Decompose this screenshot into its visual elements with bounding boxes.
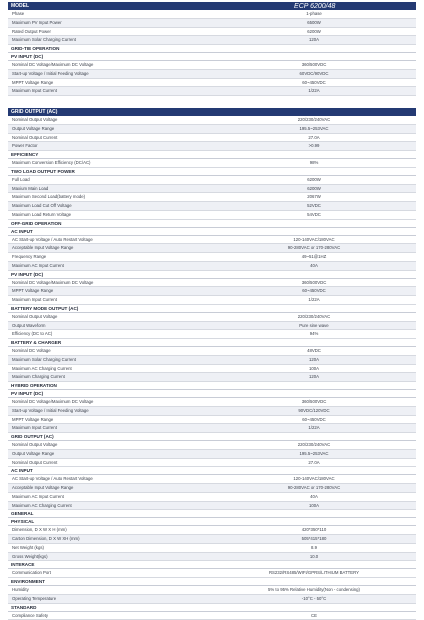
spec-value: -10°C - 50°C <box>212 595 416 603</box>
spec-key: Nominal Output Current <box>8 134 212 142</box>
spec-value: >0.99 <box>212 142 416 150</box>
section-heading: AC INPUT <box>8 228 416 236</box>
section-gap <box>8 96 416 108</box>
section-heading: GRID OUTPUT (AC) <box>8 433 416 441</box>
spec-key: Maximum Solar Charging Current <box>8 356 212 364</box>
spec-key: AC Start-up Voltage / Auto Restart Voltage <box>8 475 212 483</box>
spec-key: Start-up Voltage / Initial Feeding Voltage <box>8 70 212 78</box>
spec-key: Maximum AC Charging Current <box>8 502 212 510</box>
spec-row <box>8 279 416 288</box>
spec-row <box>8 202 416 211</box>
spec-key: Maximum Input Current <box>8 87 212 95</box>
spec-value: 52VDC <box>212 202 416 210</box>
section-heading: GRID-TIE OPERATION <box>8 45 416 53</box>
spec-row <box>8 595 416 604</box>
spec-value: 94% <box>212 330 416 338</box>
spec-value: 8.9 <box>212 544 416 552</box>
spec-key: Nominal DC Voltage <box>8 347 212 355</box>
spec-value: 60VDC/90VDC <box>212 70 416 78</box>
spec-row <box>8 159 416 168</box>
spec-key: Maximum Load Return Voltage <box>8 211 212 219</box>
spec-key: Maximum Load Cut Off Voltage <box>8 202 212 210</box>
spec-value: 6200W <box>212 28 416 36</box>
spec-key: Nominal DC Voltage/Maximum DC Voltage <box>8 61 212 69</box>
spec-value: 120-140VAC/180VAC <box>212 475 416 483</box>
spec-value: 195.5~253VAC <box>212 125 416 133</box>
spec-row <box>8 586 416 595</box>
spec-key: Nominal Output Current <box>8 459 212 467</box>
spec-key: Output Voltage Range <box>8 450 212 458</box>
spec-value: 27.0A <box>212 134 416 142</box>
spec-row <box>8 356 416 365</box>
spec-key: MPPT Voltage Range <box>8 79 212 87</box>
section-heading: PHYSICAL <box>8 518 416 526</box>
spec-row <box>8 19 416 28</box>
spec-key: Power Factor <box>8 142 212 150</box>
spec-key: Nominal DC Voltage/Maximum DC Voltage <box>8 279 212 287</box>
spec-row <box>8 535 416 544</box>
spec-row <box>8 450 416 459</box>
spec-row <box>8 262 416 271</box>
spec-row <box>8 407 416 416</box>
spec-value: 60~450VDC <box>212 79 416 87</box>
section-heading: INTERACE <box>8 561 416 569</box>
spec-row <box>8 365 416 374</box>
spec-sheet <box>8 2 416 620</box>
model-name: ECP 6200/48 <box>214 3 417 10</box>
spec-value: Pure sine wave <box>212 322 416 330</box>
spec-value: 360/500VDC <box>212 398 416 406</box>
spec-key: Operating Temperature <box>8 595 212 603</box>
spec-key: Maximum AC Input Current <box>8 493 212 501</box>
spec-value: 1/22A <box>212 424 416 432</box>
spec-value: 48VDC <box>212 347 416 355</box>
spec-value: 27.0A <box>212 459 416 467</box>
spec-value: 120-140VAC/180VAC <box>212 236 416 244</box>
spec-value: 505*415*180 <box>212 535 416 543</box>
spec-value: 1/22A <box>212 296 416 304</box>
spec-key: Output Voltage Range <box>8 125 212 133</box>
spec-value: 195.5~253VAC <box>212 450 416 458</box>
spec-value: 54VDC <box>212 211 416 219</box>
spec-key: Maximum AC Charging Current <box>8 365 212 373</box>
spec-value: 60~450VDC <box>212 287 416 295</box>
spec-key: MPPT Voltage Range <box>8 287 212 295</box>
spec-value: 220/230/240VAC <box>212 116 416 124</box>
section-heading: OFF-GRID OPERATION <box>8 220 416 228</box>
spec-key: Maximum Input Current <box>8 424 212 432</box>
spec-value: 6500W <box>212 19 416 27</box>
spec-value: 5% to 95% Relative Humidity(Non - condensing) <box>212 586 416 594</box>
spec-value: 10.0 <box>212 553 416 561</box>
spec-row <box>8 253 416 262</box>
spec-row <box>8 28 416 37</box>
model-label: MODEL <box>8 3 214 9</box>
spec-row <box>8 544 416 553</box>
spec-row <box>8 416 416 425</box>
spec-row <box>8 287 416 296</box>
spec-value: 90VDC/120VDC <box>212 407 416 415</box>
section-heading: AC INPUT <box>8 467 416 475</box>
spec-row <box>8 193 416 202</box>
section-heading <box>8 108 416 116</box>
spec-key: Efficiency (DC to AC) <box>8 330 212 338</box>
spec-key: Carton Dimension, D X W XH (mm) <box>8 535 212 543</box>
spec-value: 100A <box>212 365 416 373</box>
section-heading: STANDARD <box>8 604 416 612</box>
spec-key: Net Weight (kgs) <box>8 544 212 552</box>
spec-key: Maximum PV Input Power <box>8 19 212 27</box>
spec-row <box>8 424 416 433</box>
spec-key: Acceptable Input Voltage Range <box>8 484 212 492</box>
spec-key: Nominal Output Voltage <box>8 116 212 124</box>
spec-key: Frequency Range <box>8 253 212 261</box>
spec-key: Nominal Output Voltage <box>8 441 212 449</box>
spec-key: Nominal DC Voltage/Maximum DC Voltage <box>8 398 212 406</box>
spec-row <box>8 236 416 245</box>
section-heading-label: GRID OUTPUT (AC) <box>8 109 215 115</box>
spec-row <box>8 176 416 185</box>
spec-table <box>8 10 416 620</box>
spec-value: 100A <box>212 502 416 510</box>
spec-value: 60~450VDC <box>212 416 416 424</box>
spec-row <box>8 296 416 305</box>
spec-key: Communication Port <box>8 569 212 577</box>
spec-value: 98% <box>212 159 416 167</box>
model-header <box>8 2 416 10</box>
spec-key: Acceptable Input Voltage Range <box>8 244 212 252</box>
section-heading: PV INPUT (DC) <box>8 271 416 279</box>
spec-row <box>8 484 416 493</box>
spec-value: 220/230/240VAC <box>212 313 416 321</box>
section-heading: BATTERY MODE OUTPUT (AC) <box>8 305 416 313</box>
spec-row <box>8 313 416 322</box>
spec-row <box>8 61 416 70</box>
section-heading: TWO LOAD OUTPUT POWER <box>8 168 416 176</box>
spec-value: 120A <box>212 356 416 364</box>
spec-key: Dimension, D X W X H (mm) <box>8 526 212 534</box>
spec-row <box>8 526 416 535</box>
spec-key: Maximum Conversion Efficiency (DC/AC) <box>8 159 212 167</box>
spec-row <box>8 553 416 562</box>
spec-key: Start-up Voltage / Initial Feeding Voltage <box>8 407 212 415</box>
spec-value: 120A <box>212 36 416 44</box>
section-heading: GENERAL <box>8 510 416 518</box>
spec-value: 90-280VAC or 170-280VAC <box>212 484 416 492</box>
spec-row <box>8 10 416 19</box>
spec-key: Phase <box>8 10 212 18</box>
spec-row <box>8 347 416 356</box>
spec-row <box>8 36 416 45</box>
spec-row <box>8 612 416 620</box>
spec-row <box>8 373 416 382</box>
spec-row <box>8 441 416 450</box>
spec-value: 1/22A <box>212 87 416 95</box>
spec-key: Full Load <box>8 176 212 184</box>
spec-row <box>8 493 416 502</box>
section-heading: BATTERY & CHARGER <box>8 339 416 347</box>
spec-value: 40A <box>212 262 416 270</box>
spec-row <box>8 134 416 143</box>
spec-key: Output Waveform <box>8 322 212 330</box>
spec-row <box>8 398 416 407</box>
spec-key: Gross Weight(kgs) <box>8 553 212 561</box>
spec-value: 120A <box>212 373 416 381</box>
spec-row <box>8 211 416 220</box>
spec-key: Humidity <box>8 586 212 594</box>
spec-key: Maxium Main Load <box>8 185 212 193</box>
spec-value: 40A <box>212 493 416 501</box>
spec-row <box>8 142 416 151</box>
spec-row <box>8 459 416 468</box>
spec-row <box>8 70 416 79</box>
spec-row <box>8 569 416 578</box>
spec-row <box>8 244 416 253</box>
section-heading: EFFICIENCY <box>8 151 416 159</box>
spec-key: Maximum Solar Charging Current <box>8 36 212 44</box>
spec-key: Maximum AC Input Current <box>8 262 212 270</box>
spec-key: Nominal Output Voltage <box>8 313 212 321</box>
spec-value: 420*350*110 <box>212 526 416 534</box>
spec-row <box>8 322 416 331</box>
spec-value: RS232/RS485/WIFI/GPRS/LITHIUM BATTERY <box>212 569 416 577</box>
spec-value: 6200W <box>212 185 416 193</box>
spec-key: Maximum Input Current <box>8 296 212 304</box>
spec-key: Compliance Safety <box>8 612 212 620</box>
section-heading: HYBRID OPERATION <box>8 382 416 390</box>
spec-key: Maximum Second Load(battery mode) <box>8 193 212 201</box>
spec-value: 49~51@1HZ <box>212 253 416 261</box>
spec-row <box>8 125 416 134</box>
section-heading: ENVIRONMENT <box>8 578 416 586</box>
spec-value: 2067W <box>212 193 416 201</box>
spec-key: AC Start-up Voltage / Auto Restart Voltage <box>8 236 212 244</box>
spec-row <box>8 330 416 339</box>
section-heading: PV INPUT (DC) <box>8 390 416 398</box>
spec-key: Rated Output Power <box>8 28 212 36</box>
spec-value: 90-280VAC or 170-280VAC <box>212 244 416 252</box>
spec-row <box>8 116 416 125</box>
spec-value: 360/500VDC <box>212 279 416 287</box>
spec-row <box>8 185 416 194</box>
spec-key: MPPT Voltage Range <box>8 416 212 424</box>
spec-row <box>8 502 416 511</box>
spec-row <box>8 79 416 88</box>
spec-key: Maximum Charging Current <box>8 373 212 381</box>
spec-row <box>8 87 416 96</box>
spec-value: 6200W <box>212 176 416 184</box>
spec-value: 1-phase <box>212 10 416 18</box>
spec-value: CE <box>212 612 416 620</box>
spec-value: 220/230/240VAC <box>212 441 416 449</box>
section-heading: PV INPUT (DC) <box>8 53 416 61</box>
spec-value: 360/500VDC <box>212 61 416 69</box>
spec-row <box>8 475 416 484</box>
